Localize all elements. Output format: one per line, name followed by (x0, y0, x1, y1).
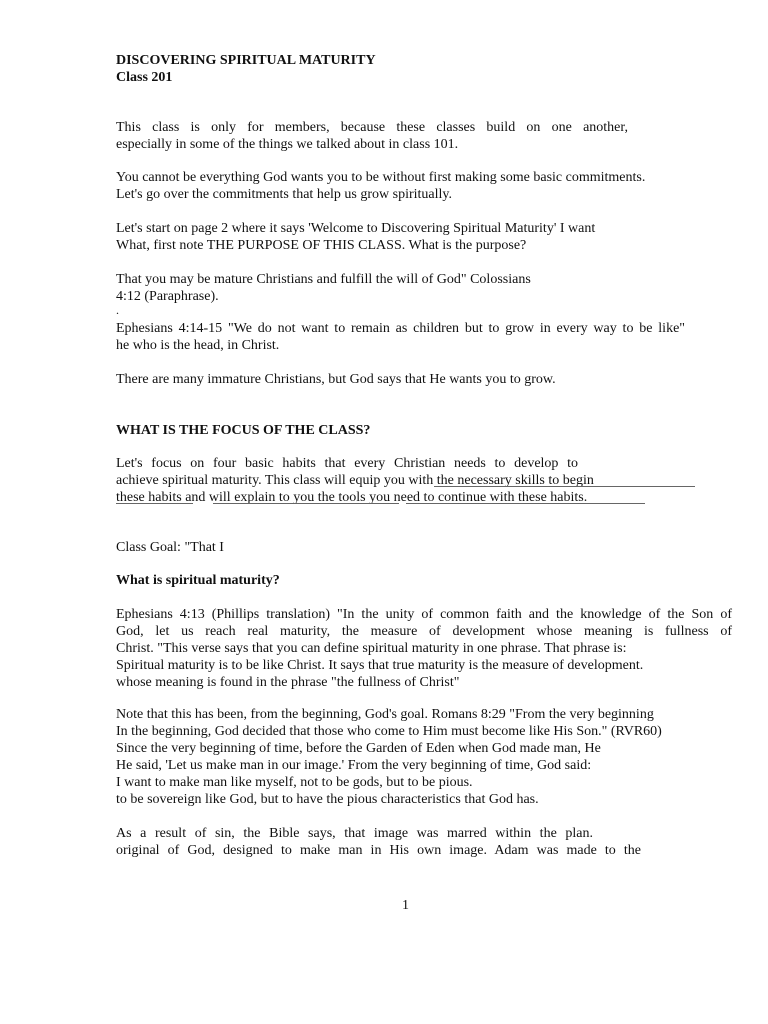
paragraph-line: Since the very beginning of time, before the Garden of Eden when God made man, He (116, 741, 601, 756)
underline-mark (406, 503, 645, 504)
paragraph-line: He said, 'Let us make man in our image.' From the very beginning of time, God said: (116, 758, 592, 773)
paragraph-line: This class is only for members, because these classes build on one another, (116, 120, 628, 135)
paragraph-line: he who is the head, in Christ. (116, 338, 280, 353)
paragraph-line: Let's start on page 2 where it says 'Welcome to Discovering Spiritual Maturity' I want (116, 221, 596, 236)
paragraph-line: There are many immature Christians, but God says that He wants you to grow. (116, 372, 556, 387)
stray-dot: . (116, 303, 119, 317)
paragraph-line: Ephesians 4:14-15 "We do not want to remain as children but to grow in every way to be like" (116, 321, 685, 336)
paragraph-line: That you may be mature Christians and fulfill the will of God" Colossians (116, 272, 531, 287)
paragraph-line: Note that this has been, from the beginning, God's goal. Romans 8:29 "From the very beginning (116, 707, 654, 722)
paragraph-line: Let's focus on four basic habits that every Christian needs to develop to (116, 456, 578, 471)
section-heading: WHAT IS THE FOCUS OF THE CLASS? (116, 423, 371, 438)
paragraph-line: In the beginning, God decided that those who come to Him must become like His Son." (RVR60) (116, 724, 662, 739)
paragraph-line: 4:12 (Paraphrase). (116, 289, 219, 304)
paragraph-line: whose meaning is found in the phrase "the fullness of Christ" (116, 675, 460, 690)
paragraph-line: You cannot be everything God wants you to be without first making some basic commitments. (116, 170, 646, 185)
paragraph-line: Christ. "This verse says that you can define spiritual maturity in one phrase. That phrase is: (116, 641, 627, 656)
page-number: 1 (402, 898, 409, 913)
underline-mark (116, 503, 193, 504)
underline-mark (213, 503, 399, 504)
paragraph-line: to be sovereign like God, but to have the pious characteristics that God has. (116, 792, 539, 807)
paragraph-line: I want to make man like myself, not to be gods, but to be pious. (116, 775, 473, 790)
paragraph-line: especially in some of the things we talked about in class 101. (116, 137, 459, 152)
paragraph-line: original of God, designed to make man in His own image. Adam was made to the (116, 843, 641, 858)
underline-mark (434, 486, 695, 487)
document-subtitle: Class 201 (116, 70, 173, 85)
section-heading: What is spiritual maturity? (116, 573, 280, 588)
document-title: DISCOVERING SPIRITUAL MATURITY (116, 53, 376, 68)
paragraph-line: achieve spiritual maturity. This class will equip you with the necessary skills to begin (116, 473, 594, 488)
paragraph-line: God, let us reach real maturity, the measure of development whose meaning is fullness of (116, 624, 732, 639)
paragraph-line: Class Goal: "That I (116, 540, 224, 555)
paragraph-line: Ephesians 4:13 (Phillips translation) "In the unity of common faith and the knowledge of the Son of (116, 607, 732, 622)
paragraph-line: As a result of sin, the Bible says, that image was marred within the plan. (116, 826, 593, 841)
paragraph-line: Let's go over the commitments that help us grow spiritually. (116, 187, 452, 202)
paragraph-line: Spiritual maturity is to be like Christ. It says that true maturity is the measure of development. (116, 658, 644, 673)
paragraph-line: What, first note THE PURPOSE OF THIS CLASS. What is the purpose? (116, 238, 527, 253)
paragraph-line: these habits and will explain to you the tools you need to continue with these habits. (116, 490, 588, 505)
